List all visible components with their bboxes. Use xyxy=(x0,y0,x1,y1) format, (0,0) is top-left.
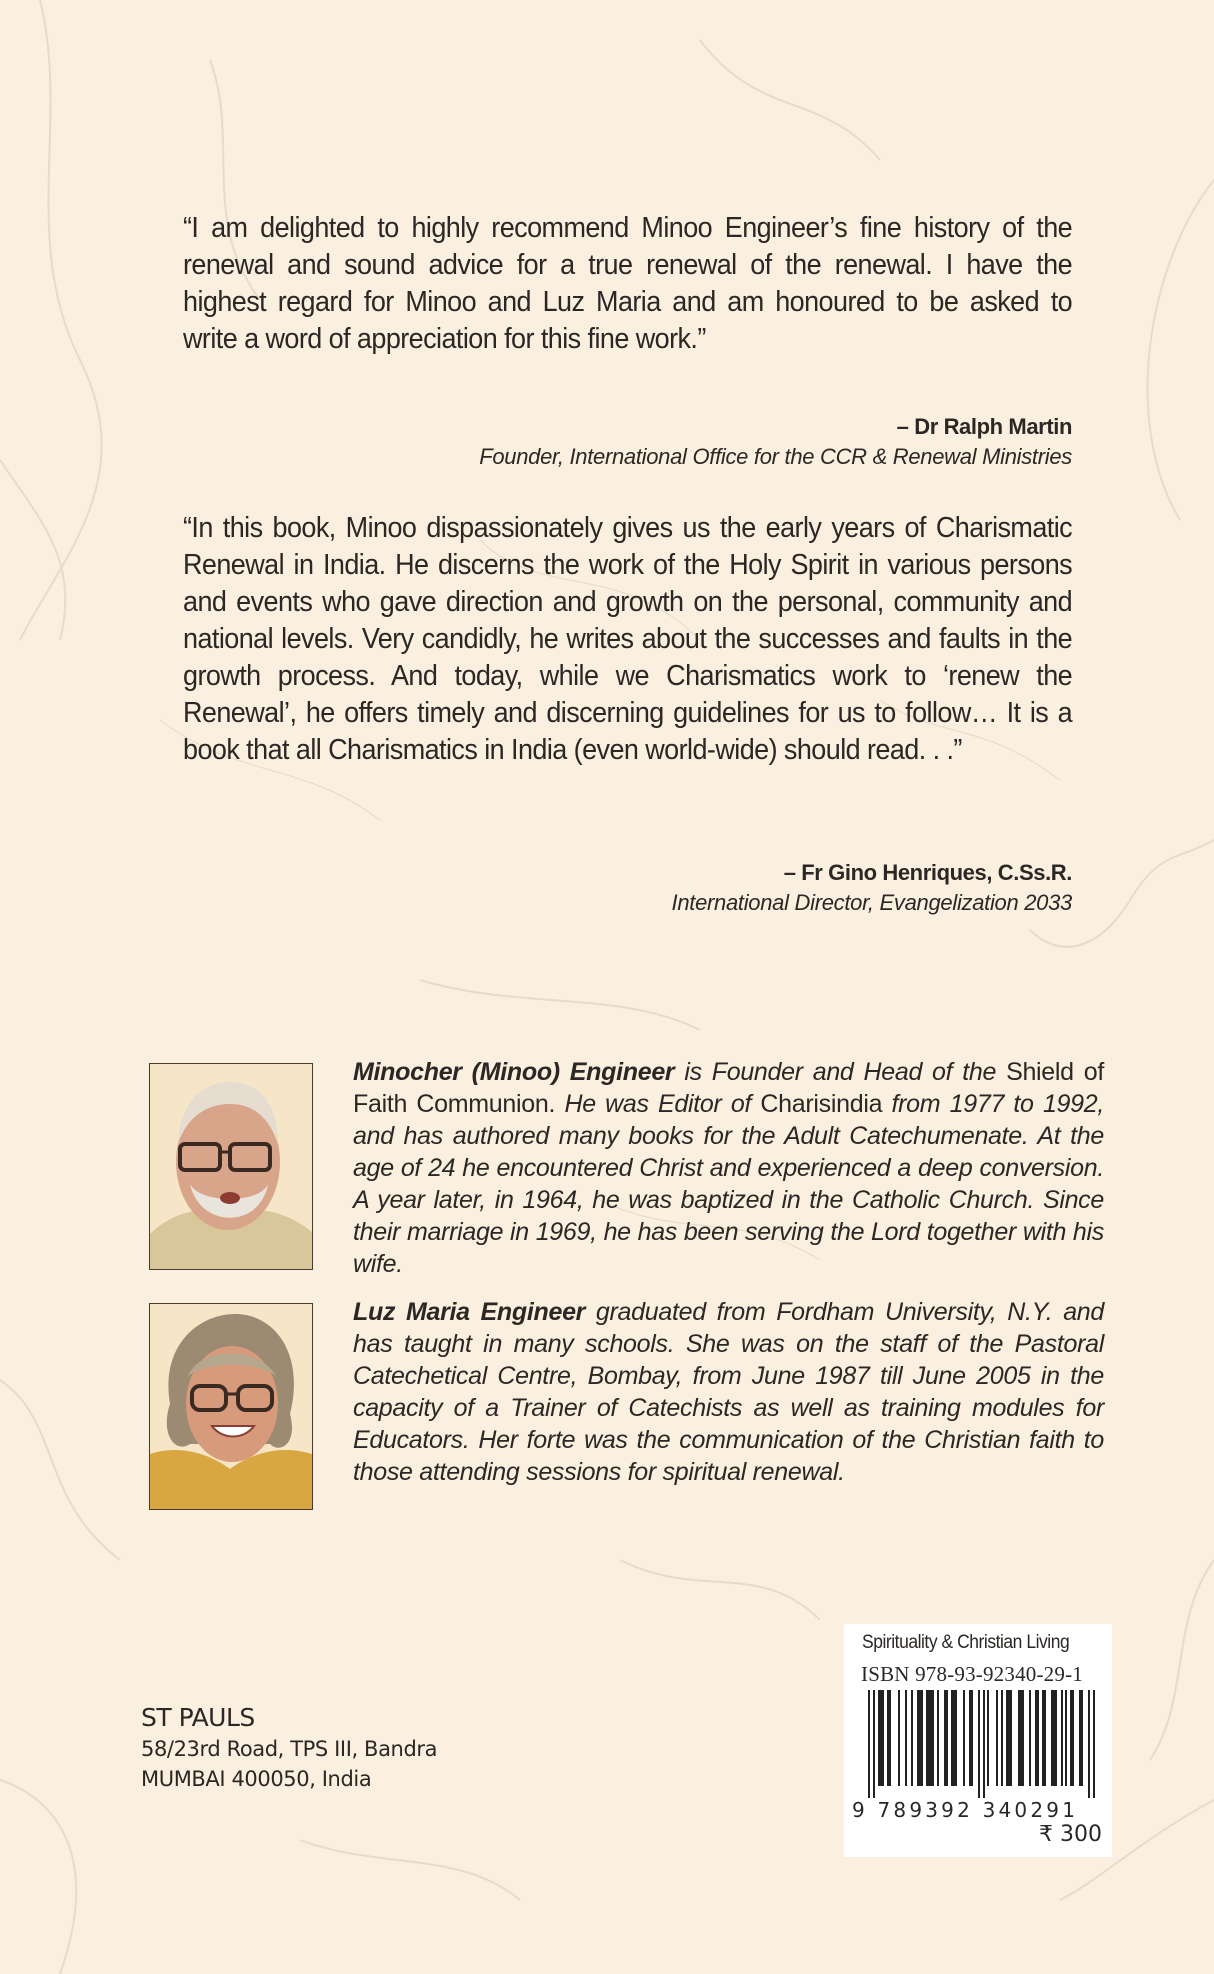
bio-text-segment: is Founder and Head of the xyxy=(674,1058,1007,1086)
author-bio-text xyxy=(353,1296,1104,1488)
endorsement-author-role: Founder, International Office for the CCR & Renewal Ministries xyxy=(479,444,1072,469)
endorsement-quote: “In this book, Minoo dispassionately gives us the early years of Charismatic Renewal in India. He discerns the work of the Holy Spirit in various persons and events who gave direction and growth on the personal, community and national levels. Very candidly, he writes about the successes and faults in the growth process. And today, while we Charismatics work to ‘renew the Renewal’, he offers timely and discerning guidelines for us to follow… It is a book that all Charismatics in India (even world-wide) should read. . .” xyxy=(183,512,1073,766)
book-category: Spirituality & Christian Living xyxy=(862,1632,1070,1653)
author-bio-text xyxy=(353,1056,1104,1280)
book-price: ₹ 300 xyxy=(1039,1822,1102,1847)
bio-text-segment: graduated from Fordham University, N.Y. and has taught in many schools. She was on the staff of the Pastoral Catechetical Centre, Bombay, from June 1987 till June 2005 in the capacity of a Trainer of Catechists as well as training modules for Educators. Her forte was the communication of the Christian faith to those attending sessions for spiritual renewal. xyxy=(353,1298,1105,1486)
endorsement-author: – Dr Ralph Martin xyxy=(896,414,1072,439)
author-name: Luz Maria Engineer xyxy=(353,1298,586,1326)
isbn-number: ISBN 978-93-92340-29-1 xyxy=(861,1662,1083,1686)
publisher-address-line2: MUMBAI 400050, India xyxy=(141,1767,372,1791)
portrait-woman-icon xyxy=(150,1304,312,1509)
author-photo-minoo xyxy=(149,1063,313,1270)
bio-text-segment: He was Editor of xyxy=(555,1090,761,1118)
bio-text-segment: Shield of Faith Communion. xyxy=(353,1058,1104,1118)
barcode-icon xyxy=(868,1690,1096,1798)
bio-text-segment: Charisindia xyxy=(760,1090,883,1118)
endorsement-author-role: International Director, Evangelization 2033 xyxy=(671,890,1072,915)
publisher-address-line1: 58/23rd Road, TPS III, Bandra xyxy=(141,1737,438,1761)
bio-text-segment: from 1977 to 1992, and has authored many books for the Adult Catechumenate. At the age of 24 he encountered Christ and experienced a deep conversion. A year later, in 1964, he was baptized in the Catholic Church. Since their marriage in 1969, he has been serving the Lord together with his wife. xyxy=(353,1090,1105,1278)
portrait-man-icon xyxy=(150,1064,312,1269)
publisher-info xyxy=(141,1702,437,1794)
ean-number: 9 789392 340291 xyxy=(852,1798,1079,1822)
author-name: Minocher (Minoo) Engineer xyxy=(353,1058,675,1086)
endorsement-quote: “I am delighted to highly recommend Minoo Engineer’s fine history of the renewal and sound advice for a true renewal of the renewal. I have the highest regard for Minoo and Luz Maria and am honoured to be asked to write a word of appreciation for this fine work.” xyxy=(183,212,1073,355)
publisher-name: ST PAULS xyxy=(141,1703,255,1732)
isbn-barcode-box xyxy=(844,1624,1112,1857)
author-photo-luz-maria xyxy=(149,1303,313,1510)
endorsement-author: – Fr Gino Henriques, C.Ss.R. xyxy=(783,860,1072,885)
